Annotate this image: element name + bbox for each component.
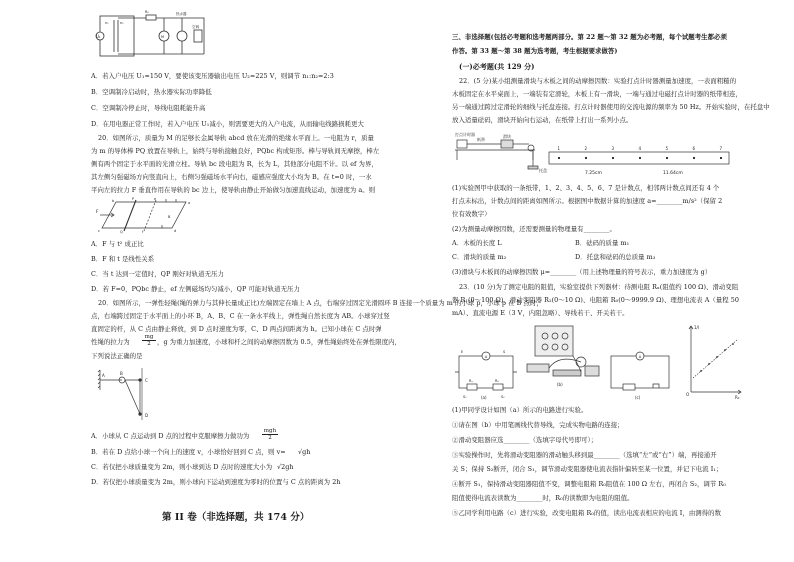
fraction-numerator: mg [142, 334, 156, 341]
section3-heading-line2: 作答。第 33 题～第 38 题为选考题，考生根据要求做答) [452, 47, 618, 55]
q20b-stem-line4a: 性绳的拉力为 [91, 338, 130, 346]
tape-dot [639, 157, 641, 159]
svg-text:c: c [98, 229, 100, 233]
q23-stem-line1: 23．(10 分)为了测定电阻的阻值，实验室提供下列器材：待测电阻 Rₓ(阻值约 100 Ω)、滑动变阻 [459, 283, 739, 291]
fig-b-caption: (b) [557, 382, 563, 387]
rx-label: Rₓ [469, 379, 473, 383]
circuit-figures [453, 320, 745, 400]
elastic-cord-figure [96, 366, 166, 422]
q22-option-d: D．托盘和砝码的总质量 m₃ [575, 253, 656, 261]
svg-text:n₁: n₁ [105, 21, 109, 25]
slider-label: 滑块 [503, 134, 511, 139]
fraction-denominator: 2 [147, 341, 151, 347]
svg-text:n₂: n₂ [120, 21, 124, 25]
tape-dot [585, 157, 587, 159]
q22-option-c: C．滑块的质量 m₂ [452, 253, 507, 261]
q20a-stem-line1: 20．如图所示，质量为 M 的足够长金属导轨 abcd 放在光滑的绝缘水平面上。一电阻为 r，质量 [98, 134, 374, 142]
fraction-numerator: mgh [263, 428, 277, 434]
tape-point-label: 3 [611, 146, 615, 151]
graph-y-label: 1/I [694, 325, 700, 330]
q23-step4-line1: ④断开 S₁，保持滑动变阻器阻值不变，调整电阻箱 R₀阻值在 100 Ω 左右，再闭合 S₂，调节 R₀ [452, 480, 726, 488]
q20b-stem-line2: 点，右端跨过固定于水平面上的小环 B，A、B、C 在一条水平线上，弹性绳自然长度为 AB。小球穿过竖 [91, 312, 390, 320]
svg-text:D: D [145, 413, 149, 418]
q23-part1: (1)甲同学设计如图（a）所示的电路进行实验。 [452, 406, 588, 414]
q20b-option-d: D．若仅把小球质量变为 2m，则小球向下运动到速度为零时的位置与 C 点的距离为 2h [91, 478, 341, 486]
tape-dot [666, 157, 668, 159]
q19-option-b: B．空调制冷启动时，热水器实际功率降低 [91, 88, 212, 96]
q23-step5: ⑤乙同学利用电路（c）进行实验，改变电阻箱 R₀的值，读出电流表相应的电流 I，由测得的数 [452, 509, 722, 517]
q22-option-a: A．木板的长度 L [452, 239, 502, 247]
math-sqrt-gh: √gh [298, 448, 311, 456]
q20b-option-a: A．小球从 C 点运动到 D 点的过程中克服摩擦力做功为 [91, 432, 250, 440]
graph-origin: O [686, 392, 690, 397]
tape-point-label: 5 [665, 146, 669, 151]
svg-text:B: B [168, 215, 171, 219]
svg-text:a: a [188, 201, 191, 205]
q23-step3-line1: ③实验操作时，先将滑动变阻器的滑动触头移到最________（选填“左”或“右”）端，再接通开 [452, 451, 717, 459]
ammeter-label-a: A [484, 355, 488, 359]
q22-stem-line3: 另一端通过跨过定滑轮的细线与托盘连接。打点计时器使用的交流电源的频率为 50 Hz。开始实验时，在托盘中 [452, 103, 770, 111]
q20b-stem-line1: 20．如图所示，一弹性轻绳(绳的弹力与其伸长量成正比)左端固定在墙上 A 点，右端穿过固定光滑圆环 B 连接一个质量为 m 的小球 p，小球 p 在 B 点时， [98, 299, 543, 307]
svg-text:U₁: U₁ [96, 34, 101, 39]
ammeter-label-c: A [638, 355, 642, 359]
tape-dot [612, 157, 614, 159]
q19-option-c: C．空调制冷停止时，导线电阻耗能升高 [91, 104, 206, 112]
r0-label: R₀ [495, 379, 499, 383]
q19-option-a: A．若入户电压 U₁=150 V，要使该变压器输出电压 U₂=225 V，则调节 n₁:n₂=2:3 [91, 72, 334, 80]
tape-dot [558, 157, 560, 159]
transformer-circuit-figure [96, 6, 208, 64]
q20b-stem-line3: 直固定的杆，从 C 点由静止释放，到 D 点时速度为零，C、D 两点间距离为 h。已知小球在 C 点时弹 [91, 325, 382, 333]
svg-text:b: b [112, 199, 115, 203]
q23-step4-line2: 阻值使得电流表读数为________时，R₀的读数即为电阻的阻值。 [452, 494, 634, 502]
fraction-mg-over-2 [142, 334, 156, 347]
tape-point-label: 1 [557, 146, 561, 151]
tape-dot [693, 157, 695, 159]
q23-stem-line2: 器 R₁(0～100 Ω)、滑动变阻器 R₂(0～10 Ω)、电阻箱 R₀(0～9999.9 Ω)、理想电流表 A（量程 50 [452, 296, 739, 304]
tape-point-label: 4 [638, 146, 642, 151]
q23-step2: ②滑动变阻器应选________（选填字母代号即可）； [452, 436, 598, 444]
q20a-stem-line2: 为 m 的导体棒 PQ 放置在导轨上，始终与导轨接触良好，PQbc 构成矩形。棒与导轨间无摩擦，棒左 [91, 147, 380, 155]
q22-stem-line1: 22．(5 分)某小组测量滑块与木板之间的动摩擦因数：实验打点计时器测量加速度，一表面粗糙的 [459, 77, 737, 85]
q22-part1-line3: 位有效数字） [452, 210, 491, 218]
fraction-denominator: 2 [268, 435, 272, 441]
source-label: E [461, 350, 464, 354]
distance-d1: 7.25cm [585, 171, 602, 176]
s1-label: S₁ [463, 395, 467, 399]
svg-text:e: e [154, 197, 157, 201]
svg-text:R₀: R₀ [145, 10, 149, 14]
tape-point-label: 6 [692, 146, 696, 151]
tray-label: 托盘 [539, 168, 547, 173]
s2-label: S₂ [501, 395, 505, 399]
q20a-option-d: D．若 F=0，PQbc 静止，ef 左侧磁场均匀减小，QP 可能对轨道无压力 [91, 285, 300, 293]
q20b-stem-line4b: ，g 为重力加速度，小球和杆之间的动摩擦因数为 0.5，弹性绳始终处在弹性限度内， [157, 338, 402, 346]
q23-step1: ①请在图（b）中用笔画线代替导线，完成实物电路的连接； [452, 421, 624, 429]
fraction-mgh-over-2 [262, 428, 278, 441]
tape-apparatus-figure [453, 128, 743, 178]
q23-stem-line3: mA）、直流电源 E（3 V，内阻忽略）、导线若干、开关若干。 [452, 309, 629, 317]
q20a-option-a: A．F 与 t² 成正比 [91, 240, 144, 248]
q20b-stem-line5: 下列说法正确的是 [91, 352, 143, 360]
right-column [397, 0, 794, 562]
q20a-option-b: B．F 和 t 是线性关系 [91, 255, 155, 263]
q20a-option-c: C．当 t 达到一定值时，QP 刚好对轨道无压力 [91, 270, 224, 278]
q22-stem-line4: 放入适量砝码，滑块开始向右运动，在纸带上打出一系列小点。 [452, 116, 633, 124]
svg-text:空调: 空调 [192, 25, 199, 29]
required-questions-heading: (一)必考题(共 129 分) [459, 62, 535, 71]
svg-text:P: P [132, 197, 135, 201]
tape-point-label: 7 [719, 146, 723, 151]
q22-part2-stem: (2)为测量动摩擦因数，还需要测量的物理量有________。 [452, 225, 616, 233]
distance-d2: 11.64cm [663, 171, 683, 176]
svg-text:热水器: 热水器 [176, 12, 187, 16]
q20a-stem-line3: 侧有两个固定于水平面的光滑立柱。导轨 bc 段电阻为 R，长为 L，其他部分电阻不计。以 ef 为界， [91, 160, 378, 168]
svg-text:d: d [174, 229, 177, 233]
q22-part1-line2: 打点未标出，计数点间的距离如图所示。根据图中数据计算的加速度 a=________m/s²（保留 2 [452, 197, 723, 205]
q20a-stem-line4: 其左侧匀强磁场方向竖直向上，右侧匀强磁场水平向右，磁感应强度大小均为 B。在 t=0 时，一水 [91, 173, 372, 181]
q22-option-b: B．砝码的质量 m₁ [575, 239, 630, 247]
svg-text:A: A [102, 373, 105, 378]
part2-heading: 第 II 卷（非选择题，共 174 分） [162, 512, 310, 523]
rails-figure [96, 198, 196, 234]
timer-label: 打点计时器 [455, 132, 475, 137]
q20b-option-c: C．若仅把小球质量变为 2m，则小球到达 D 点时的速度大小为 [91, 463, 273, 471]
tape-dot [720, 157, 722, 159]
q22-stem-line2: 木板固定在水平桌面上，一端装有定滑轮，木板上有一滑块，一端与通过电磁打点计时器的纸带相连， [452, 90, 742, 98]
q22-part1-line1: (1)实验图甲中获取的一条纸带，1、2、3、4、5、6、7 是计数点，相邻两计数点间还有 4 个 [452, 184, 720, 192]
fig-a-caption: (a) [481, 395, 487, 400]
q20b-option-b: B．若在 D 点给小球一个向上的速度 v，小球恰好回到 C 点，则 v= [91, 448, 286, 456]
svg-text:M: M [161, 35, 165, 39]
svg-text:F: F [96, 210, 99, 215]
svg-text:Q: Q [120, 230, 123, 234]
switch-label: S [503, 350, 506, 354]
q20a-stem-line5: 平向左的拉力 F 垂直作用在导轨的 bc 边上，使导轨由静止开始做匀加速直线运动，加速度为 a。则 [91, 186, 376, 194]
section3-heading-line1: 三、非选择题(包括必考题和选考题两部分。第 22 题～第 32 题为必考题，每个试题考生都必须 [452, 33, 727, 41]
math-sqrt-2gh: √2gh [277, 463, 294, 471]
q19-option-d: D．在用电器正常工作时，若入户电压 U₁减小，则需要更大的入户电流，从而输电线路损耗更大 [91, 120, 364, 128]
svg-text:B: B [120, 371, 123, 376]
fig-c-caption: (c) [635, 395, 641, 400]
paper-tape-label: 纸带 [477, 137, 485, 142]
svg-text:f: f [142, 230, 144, 234]
svg-text:C: C [145, 378, 148, 383]
tape-point-label: 2 [584, 146, 588, 151]
q23-step3-line2: 关 S；保持 S₂断开，闭合 S₁，调节滑动变阻器使电流表指针偏转至某一位置，并记下电流 I₁； [452, 465, 723, 473]
graph-x-label: R₀ [735, 395, 740, 400]
q22-part3: (3)滑块与木板间的动摩擦因数 μ=________（用上述物理量的符号表示，重力加速度为 g） [452, 268, 712, 276]
